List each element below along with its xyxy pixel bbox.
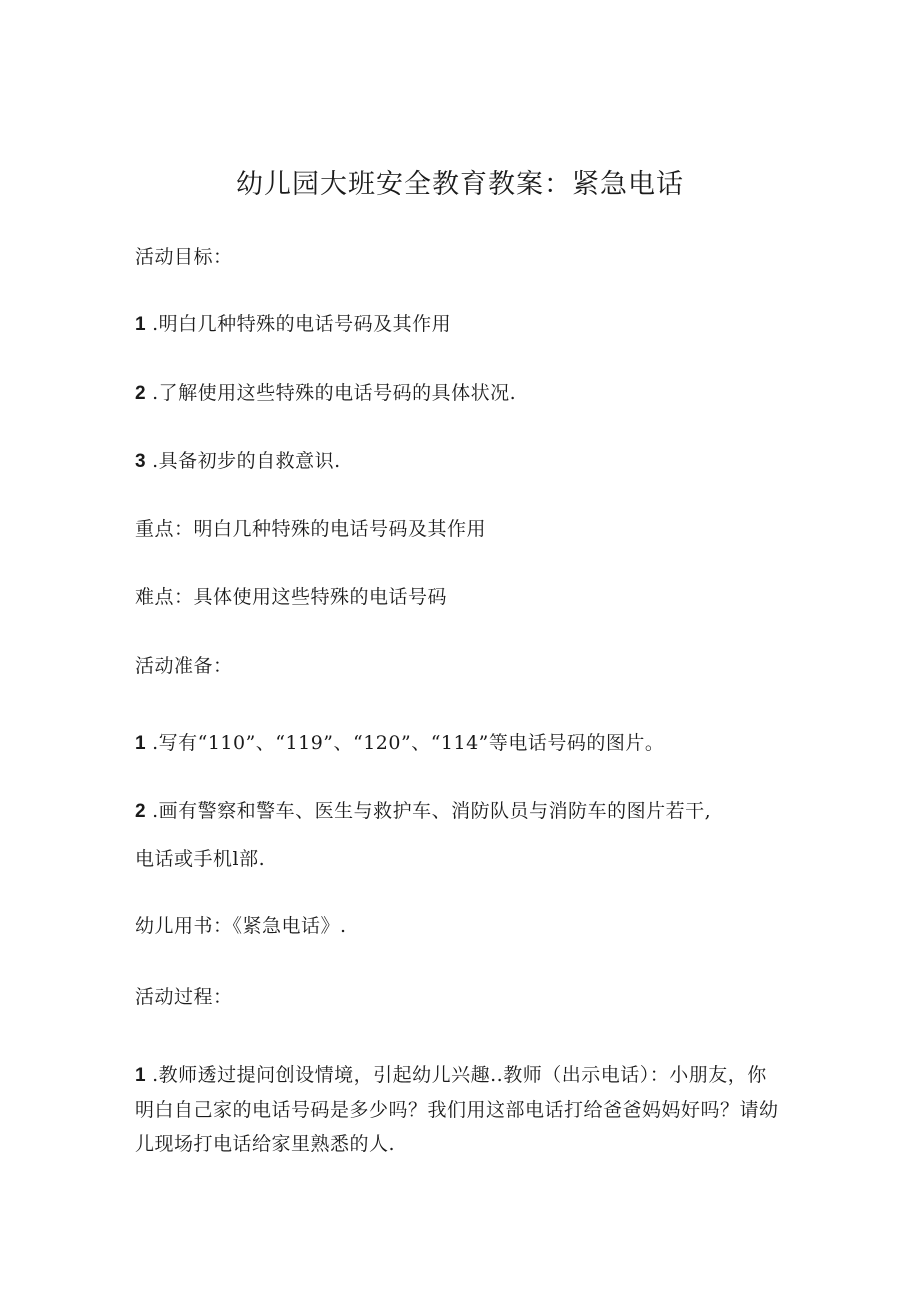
item-text: .画有警察和警车、医生与救护车、消防队员与消防车的图片若干, — [152, 800, 712, 822]
item-text: .了解使用这些特殊的电话号码的具体状况. — [152, 382, 517, 404]
preparation-item-2 — [135, 800, 795, 823]
item-text: .明白几种特殊的电话号码及其作用 — [152, 313, 452, 335]
item-number: 2 — [135, 801, 147, 822]
objective-item-3 — [135, 450, 795, 473]
item-number: 3 — [135, 451, 147, 472]
objectives-heading: 活动目标： — [135, 246, 233, 268]
item-number: 1 — [135, 314, 147, 335]
process-heading: 活动过程： — [135, 986, 233, 1008]
process-item-1 — [135, 1058, 785, 1161]
preparation-continuation: 电话或手机l部. — [135, 848, 266, 870]
preparation-heading: 活动准备： — [135, 655, 233, 677]
item-text: .写有“110”、“119”、“120”、“114”等电话号码的图片。 — [152, 732, 665, 754]
item-number: 1 — [135, 733, 147, 754]
item-text: .教师透过提问创设情境，引起幼儿兴趣..教师（出示电话）：小朋友，你明白自己家的电话号码是多少吗？我们用这部电话打给爸爸妈妈好吗？请幼儿现场打电话给家里熟悉的人. — [135, 1064, 779, 1155]
key-point: 重点：明白几种特殊的电话号码及其作用 — [135, 518, 487, 540]
children-book: 幼儿用书：《紧急电话》. — [135, 915, 347, 937]
item-text: .具备初步的自救意识. — [152, 450, 341, 472]
preparation-item-1 — [135, 732, 795, 755]
objective-item-1 — [135, 313, 795, 336]
item-number: 1 — [135, 1065, 147, 1086]
difficulty: 难点：具体使用这些特殊的电话号码 — [135, 586, 448, 608]
page-title: 幼儿园大班安全教育教案：紧急电话 — [236, 169, 684, 200]
objective-item-2 — [135, 382, 795, 405]
item-number: 2 — [135, 383, 147, 404]
